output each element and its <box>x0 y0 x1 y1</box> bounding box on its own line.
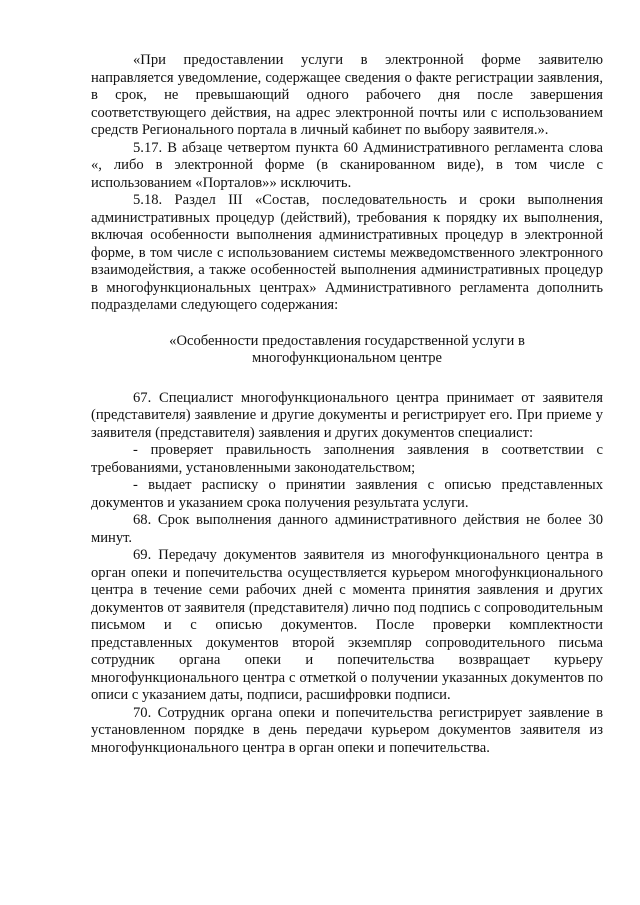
paragraph-67: 67. Специалист многофункционального центра принимает от заявителя (представителя) заявление и другие документы и регистрирует его. При приеме у заявителя (представителя) заявления и других документов специалист: <box>91 389 603 441</box>
paragraph-notification: «При предоставлении услуги в электронной форме заявителю направляется уведомление, содержащее сведения о факте регистрации заявления, в срок, не превышающий одного рабочего дня после завершения соответствующего действия, на адрес электронной почты или с использованием средств Регионального портала в личный кабинет по выбору заявителя.». <box>91 52 603 138</box>
list-item-receipt: - выдает расписку о принятии заявления с описью представленных документов и указанием срока получения результата услуги. <box>91 477 603 511</box>
paragraph-69: 69. Передачу документов заявителя из многофункционального центра в орган опеки и попечительства осуществляется курьером многофункционального центра в течение семи рабочих дней с момента принятия заявления и других документов от заявителя (представителя) лично под подпись с сопроводительным письмом и с описью документов. После проверки комплектности представленных документов второй экземпляр сопроводительного письма сотрудник органа опеки и попечительства возвращает курьеру многофункционального центра с отметкой о получении указанных документов по описи с указанием даты, подписи, расшифровки подписи. <box>91 547 603 703</box>
paragraph-5-18: 5.18. Раздел III «Состав, последовательность и сроки выполнения административных процедур (действий), требования к порядку их выполнения, включая особенности выполнения административных процедур в электронной форме, в том числе с использованием системы межведомственного электронного взаимодействия, а также особенностей выполнения административных процедур в многофункциональных центрах» Административного регламента дополнить подразделами следующего содержания: <box>91 192 603 313</box>
list-item-check: - проверяет правильность заполнения заявления в соответствии с требованиями, установленными законодательством; <box>91 442 603 476</box>
section-heading-line-2: многофункциональном центре <box>252 350 442 366</box>
section-heading-line-1: «Особенности предоставления государственной услуги в <box>169 332 525 349</box>
document-page <box>91 52 603 757</box>
paragraph-5-17: 5.17. В абзаце четвертом пункта 60 Административного регламента слова «, либо в электронной форме (в сканированном виде), в том числе с использованием «Порталов»» исключить. <box>91 139 603 191</box>
section-heading <box>91 333 603 368</box>
paragraph-68: 68. Срок выполнения данного административного действия не более 30 минут. <box>91 512 603 546</box>
paragraph-70: 70. Сотрудник органа опеки и попечительства регистрирует заявление в установленном порядке в день передачи курьером документов заявителя из многофункционального центра в орган опеки и попечительства. <box>91 704 603 756</box>
